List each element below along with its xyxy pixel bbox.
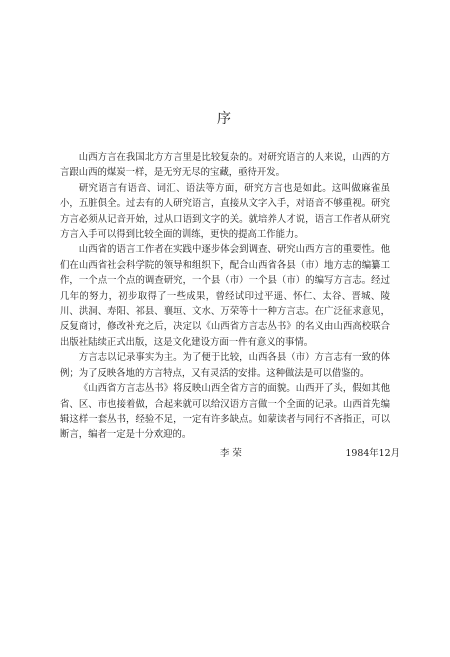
paragraph-1: 山西方言在我国北方方言里是比较复杂的。对研究语言的人来说，山西的方言跟山西的煤炭一样，是无穷无尽的宝藏，亟待开发。 (60, 152, 390, 179)
paragraph-4: 方言志以记录事实为主。为了便于比较，山西各县（市）方言志有一致的体例；为了反映各地的方言特点，又有灵活的安排。这种做法是可以借鉴的。 (60, 352, 390, 379)
preface-body (60, 150, 390, 443)
paragraph-5: 《山西省方言志丛书》将反映山西全省方言的面貌。山西开了头，假如其他省、区、市也接着做，合起来就可以给汉语方言做一个全面的记录。山西首先编辑这样一套丛书，经验不足，一定有许多缺点。如蒙读者与同行不吝指正，可以断言，编者一定是十分欢迎的。 (60, 383, 390, 441)
signature-date: 1984年12月 (345, 448, 400, 459)
page-title: 序 (217, 111, 233, 127)
paragraph-3: 山西省的语言工作者在实践中逐步体会到调查、研究山西方言的重要性。他们在山西省社会科学院的领导和组织下，配合山西省各县（市）地方志的编纂工作，一个点一个点的调查研究，一个县（市）一个县（市）的编写方言志。经过几年的努力，初步取得了一些成果，曾经试印过平遥、怀仁、太谷、晋城、陵川、洪洞、寿阳、祁县、襄垣、文水、万荣等十一种方言志。在广泛征求意见，反复商讨，修改补充之后，决定以《山西省方言志丛书》的名义由山西高校联合出版社陆续正式出版，这是文化建设方面一件有意义的事情。 (60, 244, 390, 348)
signature-line (220, 445, 400, 459)
author-name: 李 荣 (220, 448, 242, 459)
paragraph-2: 研究语言有语音、词汇、语法等方面，研究方言也是如此。这叫做麻雀虽小，五脏俱全。过去有的人研究语言，直接从文字入手，对语音不够重视。研究方言必须从记音开始，过从口语到文字的关。就培养人才说，语言工作者从研究方言入手可以得到比较全面的训练，更快的提高工作能力。 (60, 182, 390, 241)
